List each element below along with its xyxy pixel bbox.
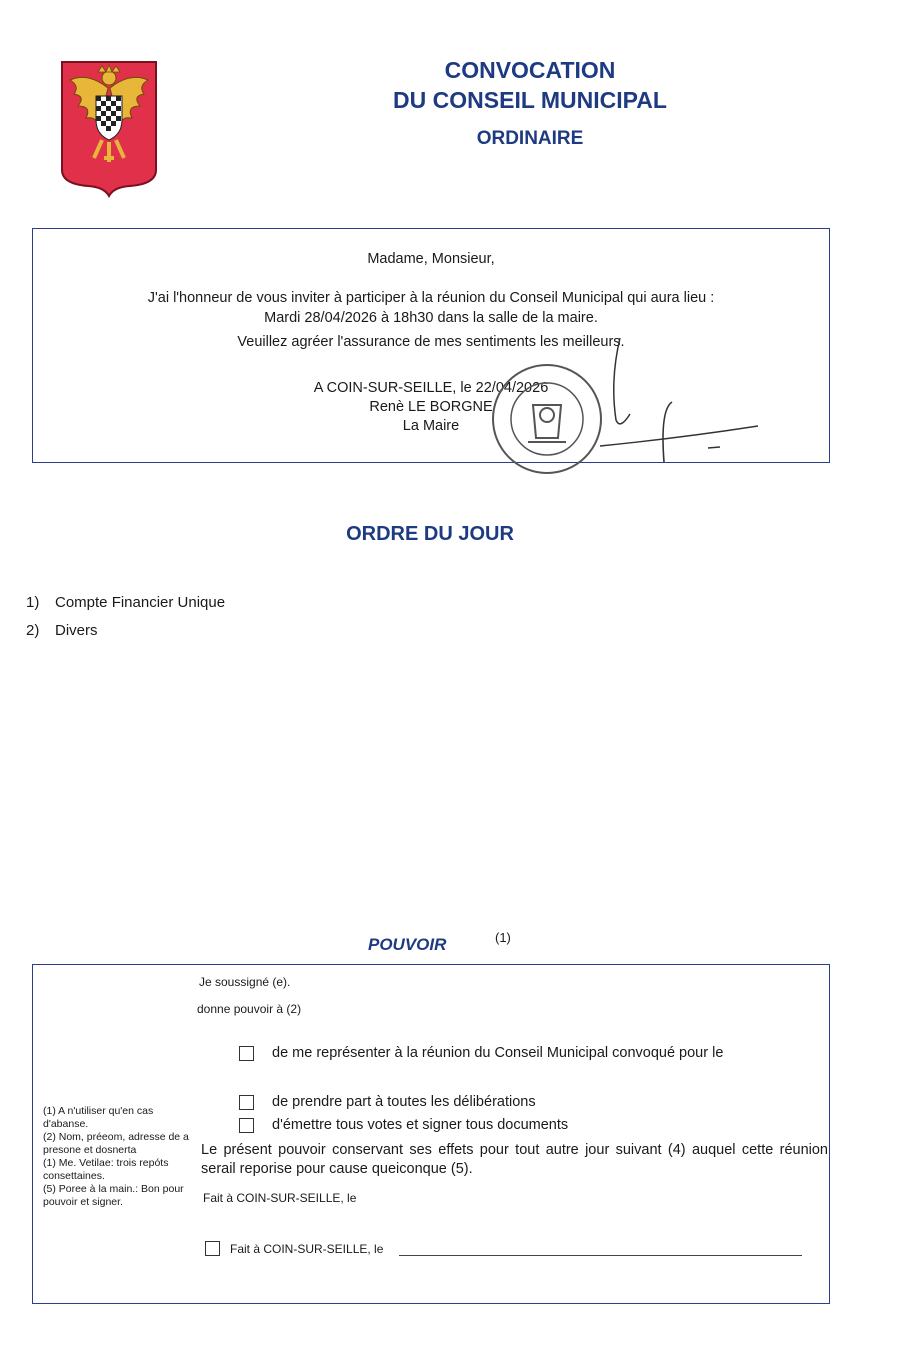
soussigne-label: Je soussigné (e). — [199, 975, 291, 989]
footnote: (1) A n'utiliser qu'en cas d'abanse. — [43, 1105, 154, 1130]
footnote: (5) Poree à la main.: Bon pour pouvoir et signer. — [43, 1183, 184, 1208]
pouvoir-note-ref: (1) — [495, 930, 511, 945]
meeting-date: Mardi 28/04/2026 à 18h30 dans la salle de la maire. — [264, 310, 598, 326]
option-votes[interactable]: d'émettre tous votes et signer tous documents — [239, 1117, 568, 1133]
handwritten-signature — [590, 330, 790, 480]
signatory-title: La Maire — [402, 418, 460, 434]
place-date: A COIN-SUR-SEILLE, le 22/04/2026 — [313, 380, 549, 396]
mairie-stamp — [488, 360, 606, 478]
footnote: (1) Me. Vetilae: trois repóts consettaines. — [43, 1157, 169, 1182]
footnote: (2) Nom, préeom, adresse de a presone et dosnerta — [43, 1131, 189, 1156]
pouvoir-heading: POUVOIR — [368, 935, 447, 954]
footnotes — [43, 1105, 191, 1209]
donne-pouvoir-label: donne pouvoir à (2) — [197, 1002, 302, 1016]
option-deliberations[interactable]: de prendre part à toutes les délibérations — [239, 1094, 536, 1110]
checkbox[interactable] — [239, 1095, 254, 1110]
checkbox[interactable] — [239, 1118, 254, 1133]
coat-of-arms-logo — [58, 58, 160, 198]
document-title: CONVOCATION — [444, 57, 616, 83]
closing-text: Veuillez agréer l'assurance de mes sentiments les meilleurs. — [237, 334, 625, 350]
salutation: Madame, Monsieur, — [367, 251, 495, 267]
checkbox[interactable] — [205, 1241, 220, 1256]
checkbox[interactable] — [239, 1046, 254, 1061]
agenda-heading: ORDRE DU JOUR — [346, 523, 514, 545]
agenda-item: 2) Divers — [26, 622, 98, 639]
signatory-name: Renè LE BORGNE — [369, 399, 493, 415]
agenda-item: 1) Compte Financier Unique — [26, 594, 226, 611]
document-title-line2: DU CONSEIL MUNICIPAL — [393, 87, 667, 113]
pouvoir-form — [32, 964, 830, 1304]
document-subtitle: ORDINAIRE — [476, 128, 584, 149]
fait-a-line: Fait à COIN-SUR-SEILLE, le — [203, 1191, 357, 1205]
invitation-text: J'ai l'honneur de vous inviter à participer à la réunion du Conseil Municipal qui aura lieu : — [147, 290, 715, 306]
fait-a-checkbox-row[interactable]: Fait à COIN-SUR-SEILLE, le — [205, 1241, 383, 1256]
pouvoir-paragraph: Le présent pouvoir conservant ses effets pour tout autre jour suivant (4) auquel cette réunion serail reporise pour cause queiconque (5). — [201, 1142, 828, 1177]
option-represent[interactable]: de me représenter à la réunion du Conseil Municipal convoqué pour le — [239, 1045, 723, 1061]
date-signature-line[interactable] — [399, 1255, 802, 1256]
